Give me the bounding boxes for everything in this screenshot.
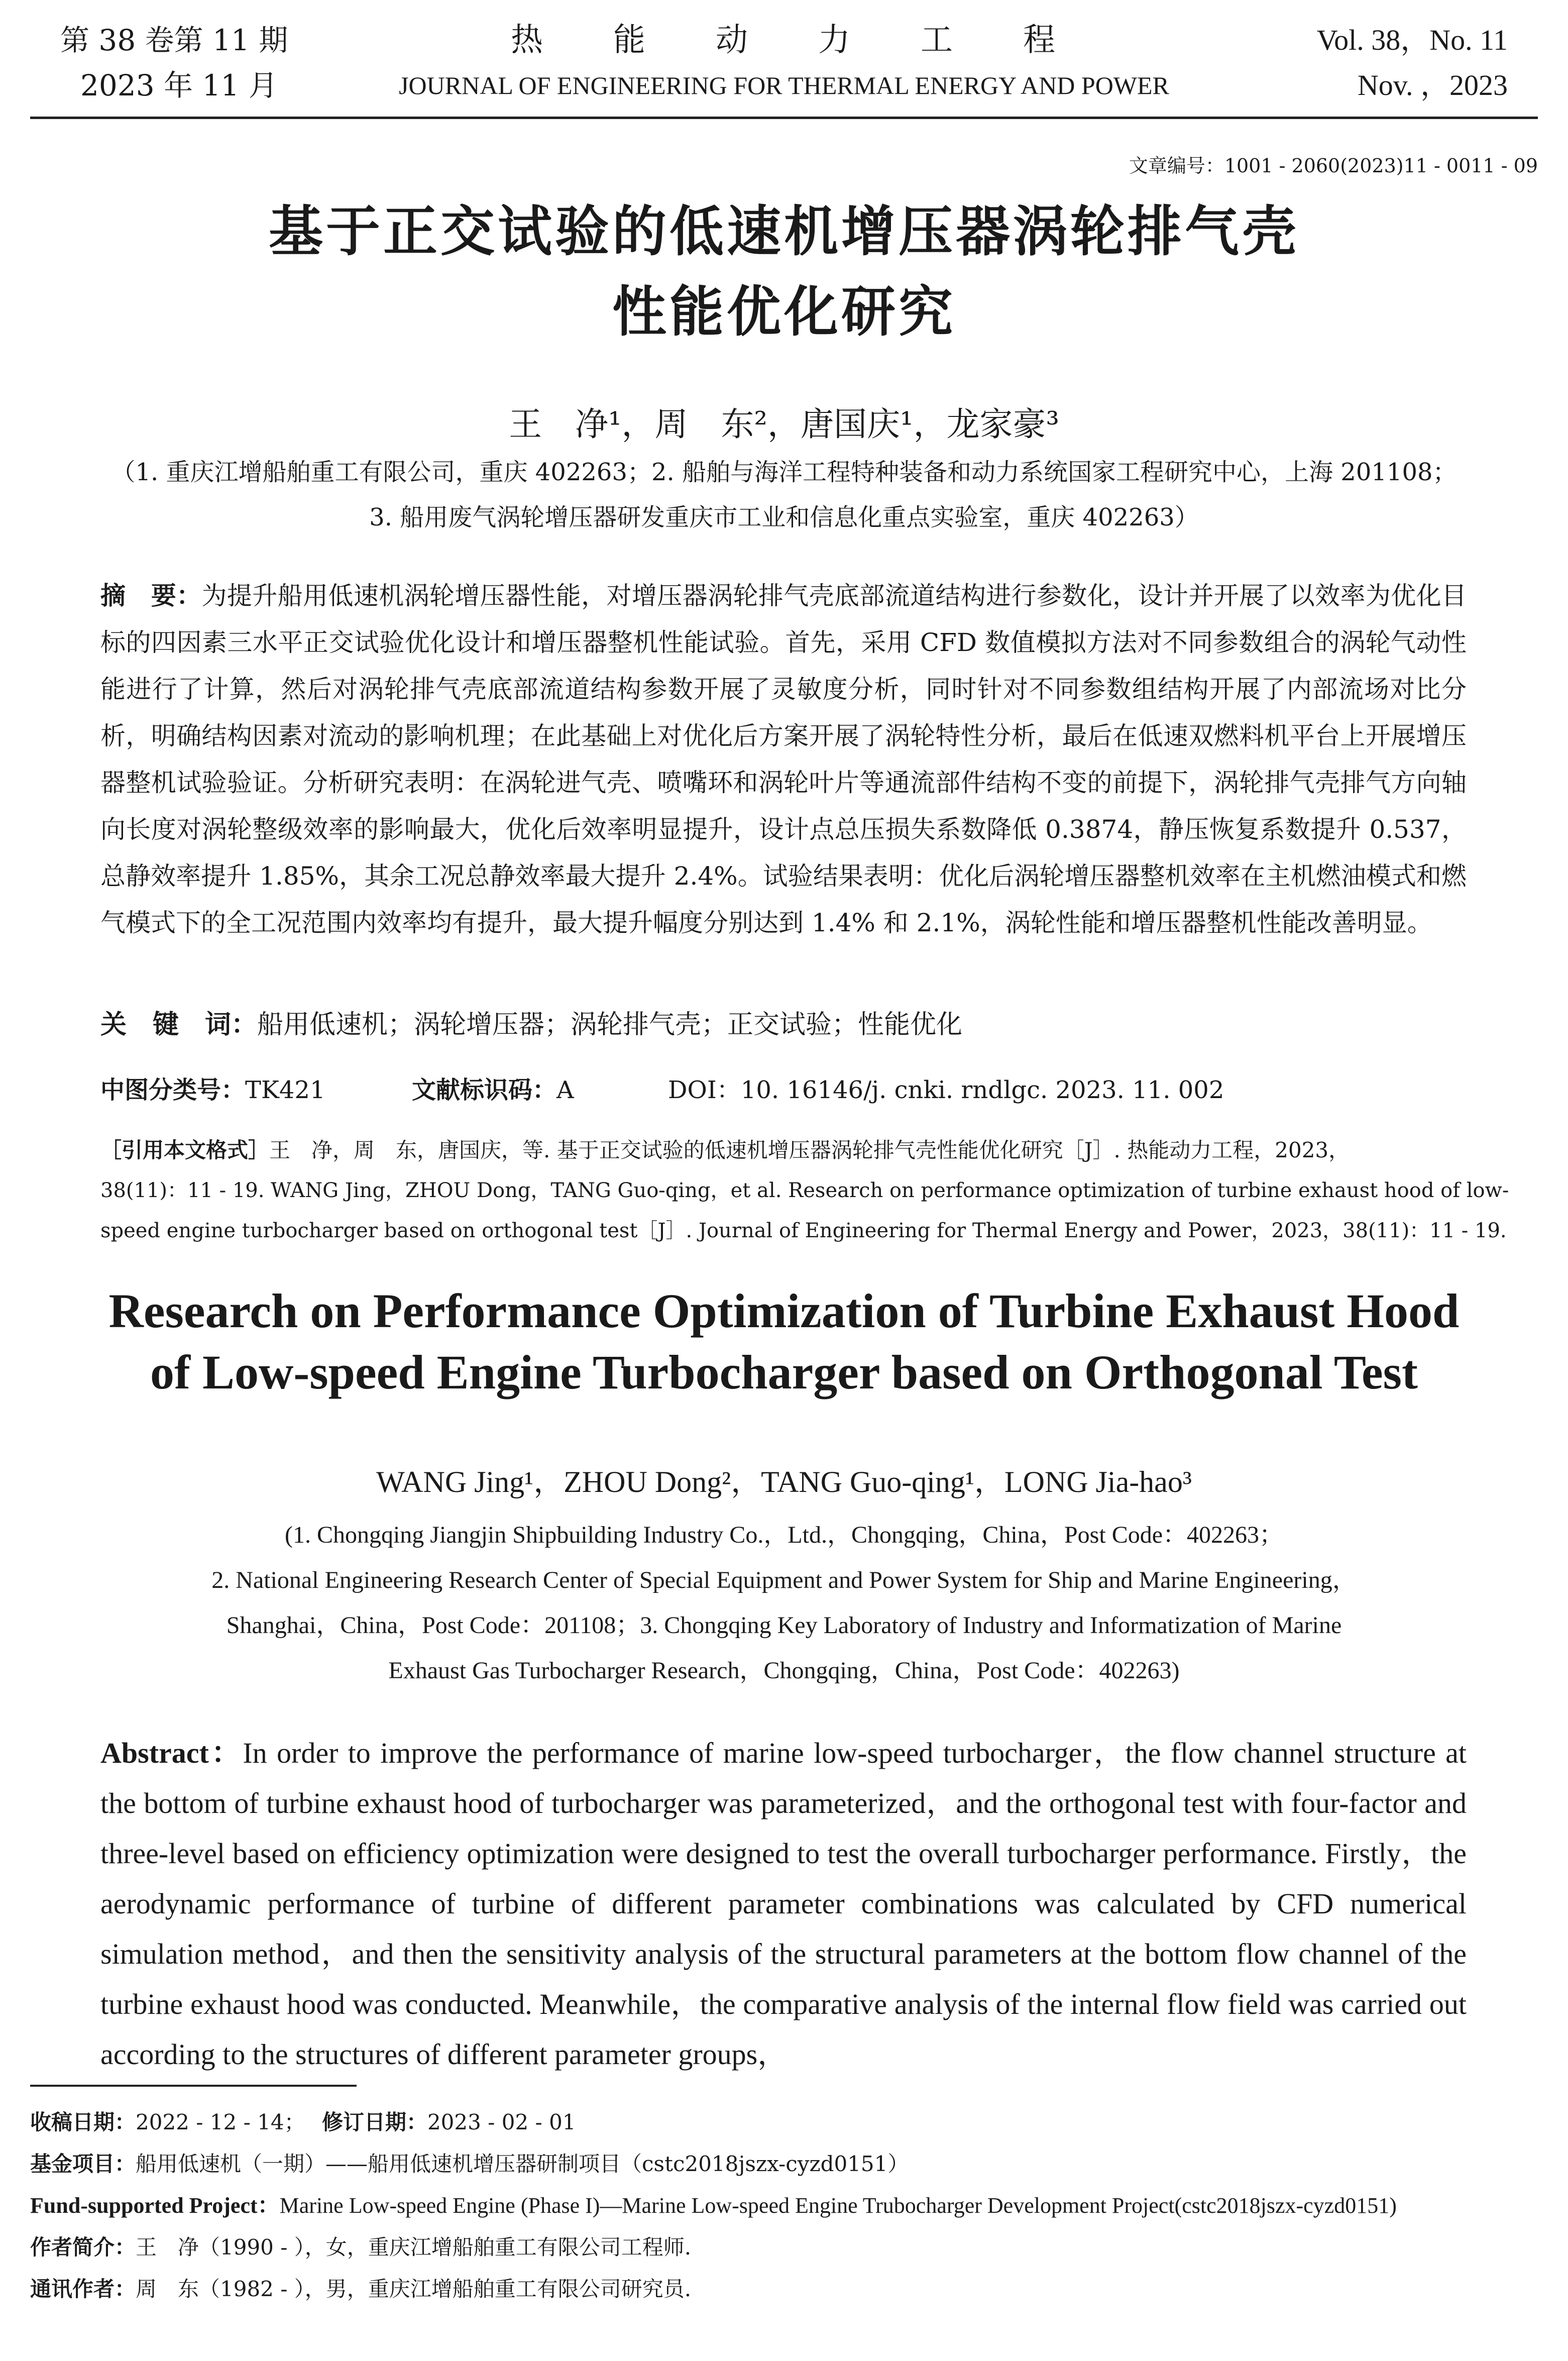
- affiliation-cn-line2: 3. 船用废气涡轮增压器研发重庆市工业和信息化重点实验室，重庆 402263）: [369, 503, 1199, 531]
- citation-line2: 38(11)：11 - 19. WANG Jing，ZHOU Dong，TANG Guo-qing，et al. Research on performance optimization of turbine exhaust hood of low-: [100, 1179, 1509, 1202]
- doc-label: 文献标识码：: [412, 1076, 557, 1104]
- authors-cn: 王 净¹，周 东²，唐国庆¹，龙家豪³: [509, 405, 1059, 444]
- article-number: 文章编号：1001 - 2060(2023)11 - 0011 - 09: [1129, 155, 1538, 177]
- revised-label: 修订日期：: [321, 2110, 427, 2134]
- clc-value: TK421: [245, 1076, 325, 1104]
- footnote-author-bio: [30, 2227, 1537, 2268]
- header-volume-en: Vol. 38，No. 11: [1316, 24, 1508, 56]
- citation-text-1: 王 净，周 东，唐国庆，等. 基于正交试验的低速机增压器涡轮排气壳性能优化研究［J］. 热能动力工程，2023，: [269, 1138, 1350, 1162]
- corresponding-text: 周 东（1982 - ），男，重庆江增船舶重工有限公司研究员.: [136, 2277, 692, 2301]
- clc-number: [100, 1070, 325, 1110]
- footnote-corresponding: [30, 2269, 1537, 2309]
- header-date-en: Nov. ，2023: [1357, 69, 1508, 101]
- title-en-line2: of Low-speed Engine Turbocharger based on Orthogonal Test: [150, 1345, 1418, 1399]
- affiliation-en-line4: Exhaust Gas Turbocharger Research，Chongqing，China，Post Code：402263): [388, 1657, 1180, 1684]
- title-en-line1: Research on Performance Optimization of Turbine Exhaust Hood: [108, 1284, 1460, 1338]
- citation-label: ［引用本文格式］: [100, 1138, 270, 1162]
- affiliation-cn-line1: （1. 重庆江增船舶重工有限公司，重庆 402263；2. 船舶与海洋工程特种装备和动力系统国家工程研究中心，上海 201108；: [111, 458, 1457, 486]
- abstract-cn: [100, 573, 1467, 946]
- abstract-cn-label: 摘 要：: [100, 581, 202, 610]
- doi: DOI：10. 16146/j. cnki. rndlgc. 2023. 11. 002: [668, 1076, 1224, 1104]
- corresponding-label: 通讯作者：: [30, 2277, 136, 2301]
- abstract-en-text: In order to improve the performance of marine low-speed turbocharger，the flow channel structure at the bottom of turbine exhaust hood of turbocharger was parameterized，and the orthogonal test with four-factor and three-level based on efficiency optimization were designed to test the overall turbocharger performance. Firstly，the aerodynamic performance of turbine of different parameter combinations was calculated by CFD numerical simulation method，and then the sensitivity analysis of the structural parameters at the bottom flow channel of the turbine exhaust hood was conducted. Meanwhile，the comparative analysis of the internal flow field was carried out according to the structures of different parameter groups，: [100, 1737, 1467, 2071]
- footnote-dates: [30, 2102, 1537, 2142]
- abstract-en-label: Abstract：: [100, 1737, 243, 1769]
- fund-en-text: Marine Low-speed Engine (Phase I)—Marine Low-speed Engine Trubocharger Development Project(cstc2018jszx-cyzd0151): [279, 2193, 1397, 2218]
- header-journal-en: JOURNAL OF ENGINEERING FOR THERMAL ENERGY AND POWER: [399, 71, 1169, 99]
- fund-cn-text: 船用低速机（一期）——船用低速机增压器研制项目（cstc2018jszx-cyzd0151）: [136, 2152, 909, 2176]
- keywords-cn: [100, 1005, 962, 1045]
- received-date: 2022 - 12 - 14；: [136, 2110, 305, 2134]
- footnote-rule: [30, 2085, 357, 2087]
- footnote-fund-cn: [30, 2144, 1537, 2184]
- citation-line1: [100, 1130, 1350, 1170]
- author-bio-label: 作者简介：: [30, 2235, 136, 2260]
- affiliation-en-line3: Shanghai，China，Post Code：201108；3. Chongqing Key Laboratory of Industry and Informatization of Marine: [226, 1612, 1342, 1639]
- doc-value: A: [556, 1076, 574, 1104]
- header-volume-cn: 第 38 卷第 11 期: [60, 23, 288, 57]
- received-label: 收稿日期：: [30, 2110, 136, 2134]
- affiliation-en-line1: (1. Chongqing Jiangjin Shipbuilding Industry Co.，Ltd.，Chongqing，China，Post Code：402263；: [284, 1522, 1284, 1548]
- keywords-cn-text: 船用低速机；涡轮增压器；涡轮排气壳；正交试验；性能优化: [257, 1010, 963, 1040]
- clc-label: 中图分类号：: [100, 1076, 246, 1104]
- authors-en: WANG Jing¹，ZHOU Dong²，TANG Guo-qing¹，LONG Jia-hao³: [376, 1465, 1192, 1498]
- header-rule: [30, 117, 1538, 119]
- header-date-cn: 2023 年 11 月: [80, 68, 278, 102]
- title-cn-line1: 基于正交试验的低速机增压器涡轮排气壳: [268, 200, 1299, 263]
- header-journal-cn: 热 能 动 力 工 程: [511, 22, 1057, 59]
- abstract-en: [100, 1728, 1467, 2080]
- revised-date: 2023 - 02 - 01: [427, 2110, 576, 2134]
- title-cn-line2: 性能优化研究: [612, 281, 956, 344]
- citation-line3: speed engine turbocharger based on orthogonal test［J］. Journal of Engineering for Thermal Energy and Power，2023，38(11)：11 - 19.: [100, 1219, 1507, 1242]
- abstract-cn-text: 为提升船用低速机涡轮增压器性能，对增压器涡轮排气壳底部流道结构进行参数化，设计并开展了以效率为优化目标的四因素三水平正交试验优化设计和增压器整机性能试验。首先，采用 CFD 数值模拟方法对不同参数组合的涡轮气动性能进行了计算，然后对涡轮排气壳底部流道结构参数开展了灵敏度分析，同时针对不同参数组结构开展了内部流场对比分析，明确结构因素对流动的影响机理；在此基础上对优化后方案开展了涡轮特性分析，最后在低速双燃料机平台上开展增压器整机试验验证。分析研究表明：在涡轮进气壳、喷嘴环和涡轮叶片等通流部件结构不变的前提下，涡轮排气壳排气方向轴向长度对涡轮整级效率的影响最大，优化后效率明显提升，设计点总压损失系数降低 0.3874，静压恢复系数提升 0.537，总静效率提升 1.85%，其余工况总静效率最大提升 2.4%。试验结果表明：优化后涡轮增压器整机效率在主机燃油模式和燃气模式下的全工况范围内效率均有提升，最大提升幅度分别达到 1.4% 和 2.1%，涡轮性能和增压器整机性能改善明显。: [100, 581, 1467, 937]
- doc-code: [412, 1070, 574, 1110]
- footnote-fund-en: [30, 2186, 1537, 2226]
- author-bio-text: 王 净（1990 - ），女，重庆江增船舶重工有限公司工程师.: [136, 2235, 692, 2260]
- keywords-cn-label: 关 键 词：: [100, 1010, 258, 1040]
- fund-cn-label: 基金项目：: [30, 2152, 136, 2176]
- affiliation-en-line2: 2. National Engineering Research Center of Special Equipment and Power System for Ship and Marine Engineering，: [211, 1567, 1357, 1593]
- fund-en-label: Fund-supported Project：: [30, 2193, 280, 2218]
